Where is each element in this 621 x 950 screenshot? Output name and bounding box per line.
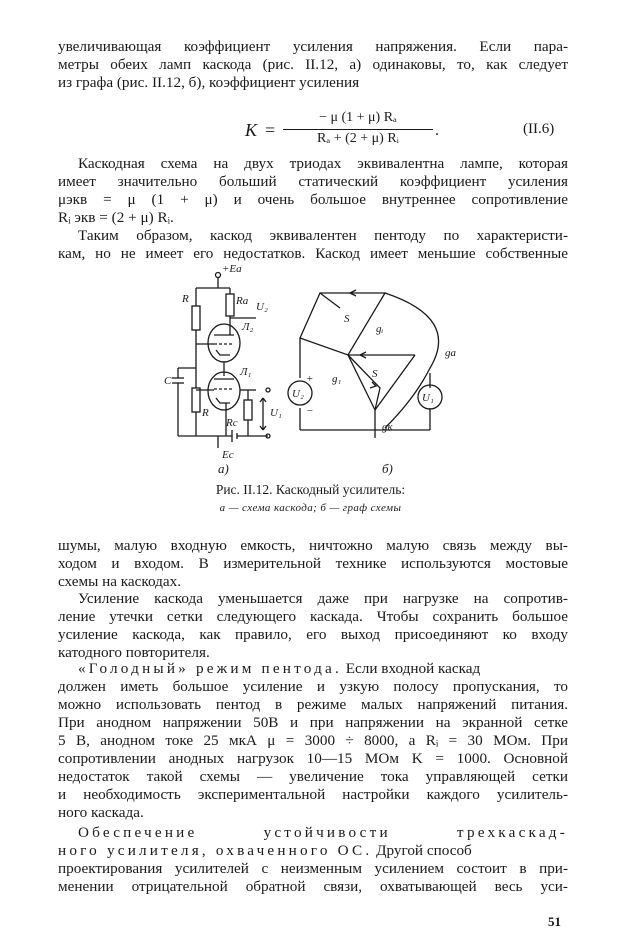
text-line: из графа (рис. II.12, б), коэффициент усиления xyxy=(58,74,360,91)
label-gi: gᵢ xyxy=(376,323,384,335)
text-line xyxy=(58,842,568,860)
figure-label-a: а) xyxy=(218,461,229,476)
paragraph-cascade xyxy=(58,155,568,227)
text-line: можно использовать пентод в режиме малых напряжений питания. xyxy=(58,696,568,713)
paragraph-hungry xyxy=(58,660,568,822)
text-line: Каскодная схема на двух триодах эквивалентна лампе, которая xyxy=(78,155,568,172)
text-line: менении отрицательной обратной связи, охватывающей весь уси- xyxy=(58,878,568,895)
paragraph-noise xyxy=(58,537,568,591)
text-line: сопротивлении анодных нагрузок 10—15 МОм K = 1000. Основной xyxy=(58,750,568,767)
text-line: метры обеих ламп каскода (рис. II.12, а) одинаковы, то, как следует xyxy=(58,56,568,73)
paragraph-stability xyxy=(58,824,568,896)
text-line: Усиление каскода уменьшается даже при нагрузке на сопротив- xyxy=(78,590,568,607)
formula-numerator: − μ (1 + μ) Rₐ xyxy=(319,110,397,125)
text-line: шумы, малую входную емкость, ничтожно малую связь между вы- xyxy=(58,537,568,554)
text-line: увеличивающая коэффициент усиления напряжения. Если пара- xyxy=(58,38,568,55)
fraction-bar xyxy=(283,129,433,130)
spaced-heading: ного усилителя, охваченного ОС. xyxy=(58,842,373,859)
text-line: Rᵢ экв = (2 + μ) Rᵢ. xyxy=(58,209,174,226)
text-line: кам, но не имеет его недостатков. Каскод имеет меньшие собственные xyxy=(58,245,568,262)
figure-cascode xyxy=(160,258,460,483)
label-u1: U₁ xyxy=(270,407,282,419)
label-ra: Rа xyxy=(236,295,249,307)
label-rc: Rс xyxy=(226,417,238,429)
text-fragment: Если входной каскад xyxy=(341,660,481,677)
text-line: ного каскада. xyxy=(58,804,144,821)
text-line xyxy=(58,660,568,678)
label-s2: S xyxy=(372,368,378,380)
label-l2: Л₂ xyxy=(242,321,254,333)
label-r2: R xyxy=(202,407,209,419)
text-line: Таким образом, каскод эквивалентен пентоду по характеристи- xyxy=(78,227,568,244)
label-plus: + xyxy=(306,373,314,385)
label-c: C xyxy=(164,375,172,387)
label-ea: +Eа xyxy=(222,263,242,275)
label-g1: g₁ xyxy=(332,373,342,385)
figure-label-b: б) xyxy=(382,461,393,476)
text-fragment: Другой способ xyxy=(372,842,472,859)
text-line: схемы на каскодах. xyxy=(58,573,182,590)
spaced-heading: Обеспечение устойчивости трехкаскад- xyxy=(78,824,568,841)
page-number: 51 xyxy=(548,914,561,929)
label-u2circle: U₂ xyxy=(292,388,304,400)
text-line: катодного повторителя. xyxy=(58,644,210,661)
spaced-heading: «Голодный» режим пентода. xyxy=(78,660,342,677)
text-line: ление утечки сетки следующего каскада. Чтобы сохранить большое xyxy=(58,608,568,625)
formula-denominator: Rₐ + (2 + μ) Rᵢ xyxy=(317,131,399,146)
label-u2: U₂ xyxy=(256,301,268,313)
paragraph-top xyxy=(58,38,568,92)
text-line: μэкв = μ (1 + μ) и очень большое внутреннее сопротивление xyxy=(58,191,568,208)
figure-caption: Рис. II.12. Каскодный усилитель: xyxy=(215,482,406,497)
label-l1: Л₁ xyxy=(240,366,252,378)
text-line: 5 В, анодном токе 25 мкА μ = 3000 ÷ 8000, а Rᵢ = 30 МОм. При xyxy=(58,732,568,749)
formula-lhs: K xyxy=(245,120,258,140)
figure-subcaption: а — схема каскода; б — граф схемы xyxy=(219,502,402,514)
label-gk: gк xyxy=(382,421,393,433)
text-line: проектирования усилителей с неизменным усилением состоит в при- xyxy=(58,860,568,877)
label-ec: Eс xyxy=(222,449,234,461)
text-line: недостаток такой схемы — увеличение тока управляющей сетки xyxy=(58,768,568,785)
equation-number: (II.6) xyxy=(523,121,555,137)
text-line: и необходимость экспериментальной настройки каждого усилитель- xyxy=(58,786,568,803)
label-minus: − xyxy=(306,405,314,417)
formula-terminator: . xyxy=(435,122,439,139)
label-s1: S xyxy=(344,313,350,325)
text-line: При анодном напряжении 50В и при напряжении на экранной сетке xyxy=(58,714,568,731)
text-line: должен иметь большое усиление и узкую полосу пропускания, то xyxy=(58,678,568,695)
label-ga: gа xyxy=(445,347,456,359)
text-line: ходом и входом. В измерительной технике используются мостовые xyxy=(58,555,568,572)
label-u1circle: U₁ xyxy=(422,392,434,404)
label-r: R xyxy=(182,293,189,305)
text-line xyxy=(58,824,568,842)
paragraph-gain xyxy=(58,590,568,662)
text-line: усиление каскода, как правило, его выход присоединяют ко входу xyxy=(58,626,568,643)
text-line: имеет значительно больший статический коэффициент усиления xyxy=(58,173,568,190)
formula-equals: = xyxy=(265,120,276,140)
